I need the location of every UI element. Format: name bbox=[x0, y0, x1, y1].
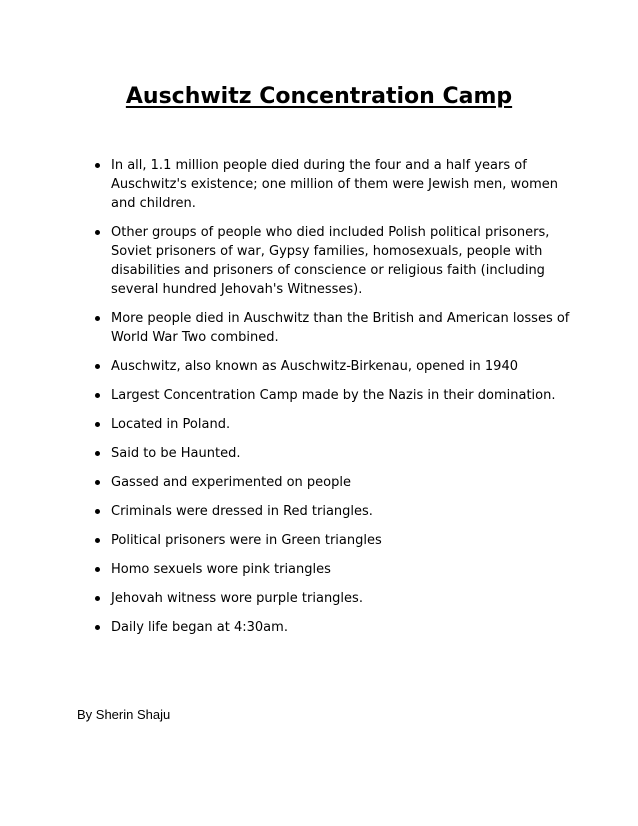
bullet-icon bbox=[95, 422, 100, 427]
bullet-icon bbox=[95, 596, 100, 601]
bullet-item bbox=[82, 589, 582, 608]
bullet-text: Jehovah witness wore purple triangles. bbox=[111, 591, 363, 606]
document-title: Auschwitz Concentration Camp bbox=[125, 84, 513, 109]
bullet-icon bbox=[95, 509, 100, 514]
bullet-item bbox=[82, 473, 582, 492]
bullet-text: Criminals were dressed in Red triangles. bbox=[111, 504, 373, 519]
bullet-icon bbox=[95, 625, 100, 630]
bullet-text: Said to be Haunted. bbox=[111, 446, 241, 461]
bullet-text: Gassed and experimented on people bbox=[111, 475, 351, 490]
bullet-icon bbox=[95, 316, 100, 321]
bullet-icon bbox=[95, 538, 100, 543]
bullet-item bbox=[82, 560, 582, 579]
bullet-item bbox=[82, 618, 582, 637]
bullet-icon bbox=[95, 230, 100, 235]
bullet-text: Auschwitz, also known as Auschwitz-Birkenau, opened in 1940 bbox=[111, 359, 518, 374]
bullet-item bbox=[82, 444, 582, 463]
bullet-icon bbox=[95, 393, 100, 398]
author-credit: By Sherin Shaju bbox=[77, 707, 171, 722]
bullet-text: Homo sexuels wore pink triangles bbox=[111, 562, 331, 577]
bullet-text: Located in Poland. bbox=[111, 417, 231, 432]
bullet-icon bbox=[95, 163, 100, 168]
bullet-text: Daily life began at 4:30am. bbox=[111, 620, 288, 635]
bullet-item bbox=[82, 531, 582, 550]
bullet-text: In all, 1.1 million people died during the four and a half years of Auschwitz's existence; one million of them were Jewish men, women and children. bbox=[111, 158, 559, 211]
bullet-icon bbox=[95, 364, 100, 369]
bullet-item bbox=[82, 156, 582, 213]
bullet-icon bbox=[95, 451, 100, 456]
bullet-item bbox=[82, 357, 582, 376]
bullet-icon bbox=[95, 567, 100, 572]
bullet-text: Other groups of people who died included Polish political prisoners, Soviet prisoners of war, Gypsy families, homosexuals, people with disabilities and prisoners of conscience or religious faith (including several hundred Jehovah's Witnesses). bbox=[111, 225, 550, 297]
bullet-item bbox=[82, 415, 582, 434]
bullet-text: Political prisoners were in Green triangles bbox=[111, 533, 382, 548]
bullet-text: More people died in Auschwitz than the British and American losses of World War Two combined. bbox=[111, 311, 570, 345]
bullet-item bbox=[82, 223, 582, 299]
bullet-item bbox=[82, 309, 582, 347]
bullet-list bbox=[82, 156, 582, 647]
bullet-item bbox=[82, 502, 582, 521]
bullet-item bbox=[82, 386, 582, 405]
bullet-icon bbox=[95, 480, 100, 485]
bullet-text: Largest Concentration Camp made by the Nazis in their domination. bbox=[111, 388, 556, 403]
